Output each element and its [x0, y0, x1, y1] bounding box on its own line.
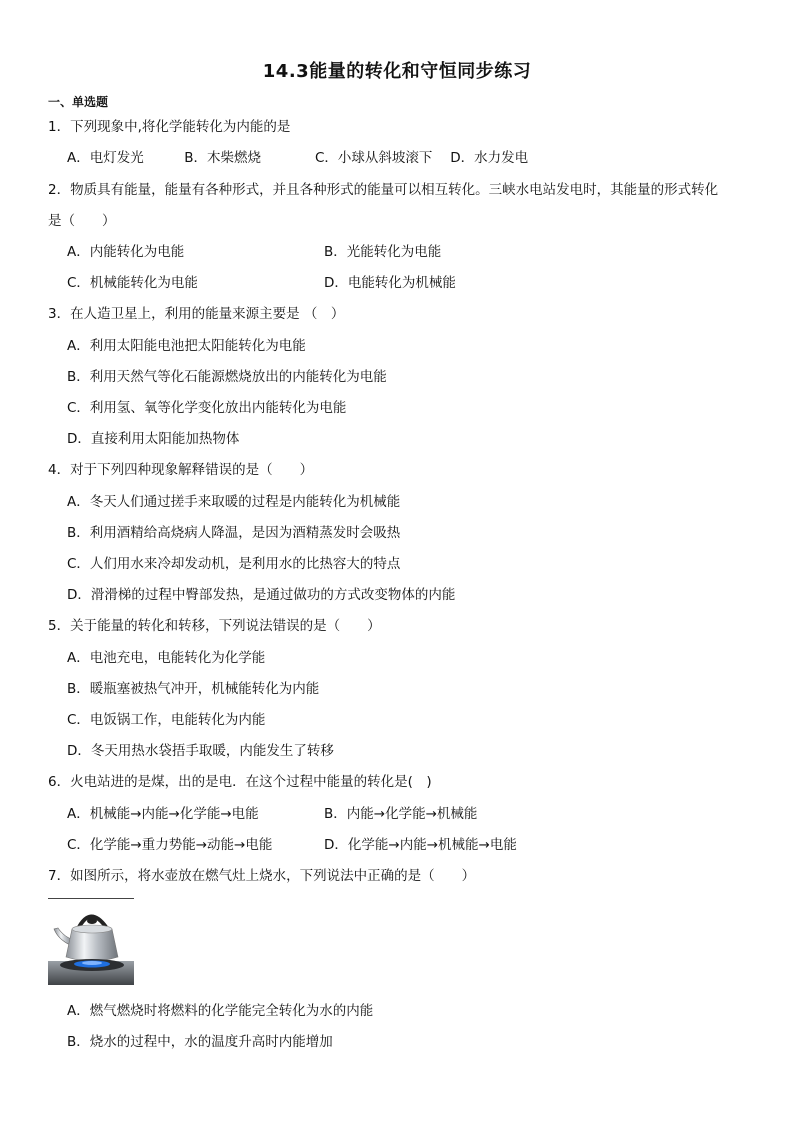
question-2-stem-line2: 是（ ） [48, 213, 116, 229]
question-5-option-a: A．电池充电，电能转化为化学能 [67, 650, 266, 666]
question-6-option-d: D．化学能→内能→机械能→电能 [324, 837, 517, 853]
question-2-option-b: B．光能转化为电能 [324, 244, 442, 260]
question-2-option-a: A．内能转化为电能 [67, 244, 185, 260]
page-title: 14.3能量的转化和守恒同步练习 [262, 61, 532, 82]
question-5-option-b: B．暖瓶塞被热气冲开，机械能转化为内能 [67, 681, 320, 697]
question-2-option-c: C．机械能转化为电能 [67, 275, 198, 291]
question-3-option-c: C．利用氢、氧等化学变化放出内能转化为电能 [67, 400, 347, 416]
question-3-stem: 3．在人造卫星上，利用的能量来源主要是 （ ） [48, 306, 345, 322]
question-1-options: A．电灯发光 B．木柴燃烧 C．小球从斜坡滚下 D．水力发电 [67, 150, 529, 166]
question-2-stem-line1: 2．物质具有能量，能量有各种形式，并且各种形式的能量可以相互转化。三峡水电站发电时，其能量的形式转化 [48, 182, 719, 198]
question-1-stem: 1．下列现象中,将化学能转化为内能的是 [48, 119, 291, 135]
question-3-option-d: D．直接利用太阳能加热物体 [67, 431, 240, 447]
question-5-stem: 5．关于能量的转化和转移，下列说法错误的是（ ） [48, 618, 381, 634]
question-4-option-c: C．人们用水来冷却发动机，是利用水的比热容大的特点 [67, 556, 401, 572]
question-7-stem: 7．如图所示，将水壶放在燃气灶上烧水，下列说法中正确的是（ ） [48, 868, 476, 884]
question-6-option-a: A．机械能→内能→化学能→电能 [67, 806, 259, 822]
section-heading: 一、单选题 [48, 95, 109, 109]
kettle-on-stove-image [48, 898, 134, 985]
question-4-stem: 4．对于下列四种现象解释错误的是（ ） [48, 462, 314, 478]
question-4-option-d: D．滑滑梯的过程中臀部发热，是通过做功的方式改变物体的内能 [67, 587, 456, 603]
question-2-option-d: D．电能转化为机械能 [324, 275, 456, 291]
question-3-option-b: B．利用天然气等化石能源燃烧放出的内能转化为电能 [67, 369, 387, 385]
question-6-stem: 6．火电站进的是煤，出的是电．在这个过程中能量的转化是( ) [48, 774, 432, 790]
question-6-option-b: B．内能→化学能→机械能 [324, 806, 478, 822]
question-3-option-a: A．利用太阳能电池把太阳能转化为电能 [67, 338, 306, 354]
question-4-option-a: A．冬天人们通过搓手来取暖的过程是内能转化为机械能 [67, 494, 401, 510]
question-6-option-c: C．化学能→重力势能→动能→电能 [67, 837, 273, 853]
question-7-option-b: B．烧水的过程中，水的温度升高时内能增加 [67, 1034, 333, 1050]
question-7-option-a: A．燃气燃烧时将燃料的化学能完全转化为水的内能 [67, 1003, 374, 1019]
question-5-option-d: D．冬天用热水袋捂手取暖，内能发生了转移 [67, 743, 334, 759]
question-5-option-c: C．电饭锅工作，电能转化为内能 [67, 712, 266, 728]
question-4-option-b: B．利用酒精给高烧病人降温，是因为酒精蒸发时会吸热 [67, 525, 401, 541]
